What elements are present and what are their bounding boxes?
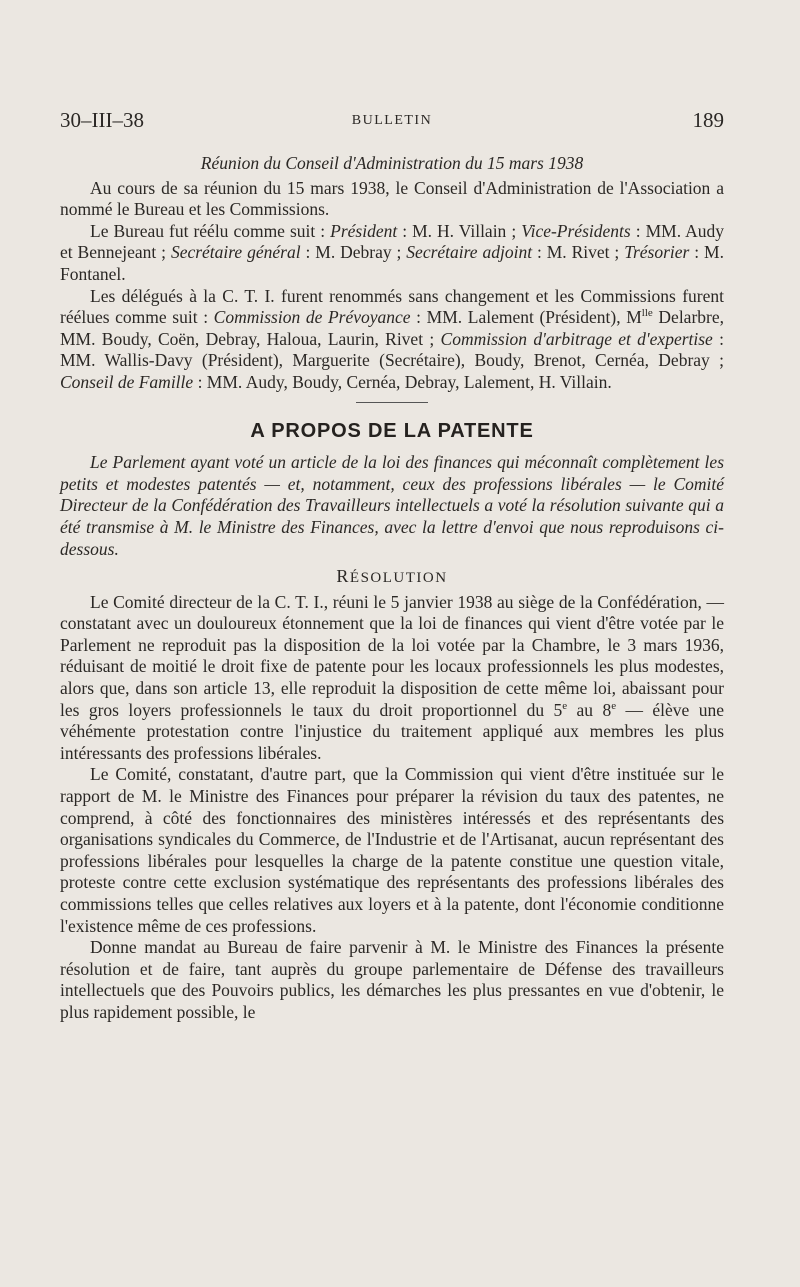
- superscript: lle: [641, 307, 653, 320]
- commission-arbitrage: Commission d'arbitrage et d'expertise: [440, 328, 713, 349]
- resolution-paragraph-1: [60, 592, 724, 765]
- role-secretary-general: Secrétaire général: [170, 242, 301, 263]
- text-run: : M. Rivet ;: [532, 242, 625, 263]
- conseil-de-famille: Conseil de Famille: [60, 371, 194, 392]
- section-divider: [356, 402, 428, 403]
- intro-paragraph: Le Parlement ayant voté un article de la loi des finances qui méconnaît complètement les petits et modestes patentés — et, notamment, ceux des professions libérales — le Comité Directeur de la Confédération des Travailleurs intellectuels a voté la résolution suivante qui a été transmise à M. le Ministre des Finances, avec la lettre d'envoi que nous reproduisons ci-dessous.: [60, 452, 724, 559]
- meeting-paragraph-3: [60, 286, 724, 394]
- header-title: BULLETIN: [351, 113, 433, 128]
- text-run: Les délégués à la C. T. I. furent renommés sans changement et les Commissions furent réélues comme suit :: [60, 285, 724, 328]
- text-run: : MM. Audy, Boudy, Cernéa, Debray, Lalement, H. Villain.: [193, 371, 612, 392]
- superscript: e: [562, 699, 568, 712]
- text-run: Delarbre, MM. Boudy, Coën, Debray, Haloua, Laurin, Rivet ;: [60, 307, 724, 349]
- resolution-paragraph-3: Donne mandat au Bureau de faire parvenir à M. le Ministre des Finances la présente résolution et de faire, tant auprès du groupe parlementaire de Défense des travailleurs intellectuels que des Pouvoirs publics, les démarches les plus pressantes en vue d'obtenir, le plus rapidement possible, le: [60, 937, 724, 1022]
- text-run: : M. Fontanel.: [60, 242, 724, 284]
- commission-prevoyance: Commission de Prévoyance: [213, 307, 411, 328]
- meeting-paragraph-1: Au cours de sa réunion du 15 mars 1938, le Conseil d'Administration de l'Association a nommé le Bureau et les Commissions.: [60, 177, 724, 220]
- heading-rest: ÉSOLUTION: [349, 570, 448, 587]
- text-run: Le Bureau fut réélu comme suit :: [90, 220, 331, 241]
- meeting-paragraph-2: [60, 221, 724, 286]
- text-run: : MM. Wallis-Davy (Président), Marguerite (Secrétaire), Boudy, Brenot, Cernéa, Debray ;: [60, 328, 724, 371]
- header-date: 30–III–38: [60, 108, 144, 132]
- text-run: : MM. Lalement (Président), M: [410, 307, 642, 328]
- role-president: Président: [330, 220, 398, 241]
- text-run: au 8: [567, 699, 612, 720]
- meeting-title: Réunion du Conseil d'Administration du 15 mars 1938: [200, 153, 584, 173]
- role-treasurer: Trésorier: [624, 242, 690, 263]
- heading-initial: R: [336, 566, 350, 587]
- page-number: 189: [692, 108, 724, 132]
- text-run: : M. H. Villain ;: [397, 220, 522, 241]
- role-assistant-secretary: Secrétaire adjoint: [406, 242, 533, 263]
- text-run: : M. Debray ;: [300, 242, 407, 263]
- text-run: Le Comité directeur de la C. T. I., réuni le 5 janvier 1938 au siège de la Confédération, — constatant avec un douloureux étonnement que la loi de finances qui vient d'être votée par le Parlement ne reproduit pas la disposition de la loi votée par la Chambre, le 3 mars 1936, réduisant de moitié le droit fixe de patente pour les locaux professionnels les plus modestes, alors que, dans son article 13, elle reproduit la disposition de cette même loi, abaissant pour les gros loyers professionnels le taux du droit proportionnel du 5: [60, 591, 724, 720]
- resolution-heading: [60, 566, 724, 590]
- section-title: A PROPOS DE LA PATENTE: [250, 419, 534, 442]
- superscript: e: [611, 699, 617, 712]
- text-run: : MM. Audy et Bennejeant ;: [60, 220, 724, 263]
- text-run: — élève une véhémente protestation contre l'injustice du traitement appliqué aux membres les plus intéressants des professions libérales.: [60, 699, 724, 763]
- role-vice-presidents: Vice-Présidents: [521, 220, 631, 241]
- running-header: [60, 108, 724, 140]
- article-body: [60, 153, 724, 1024]
- resolution-paragraph-2: Le Comité, constatant, d'autre part, que la Commission qui vient d'être instituée sur le rapport de M. le Ministre des Finances pour préparer la révision du taux des patentes, ne comprend, à côté des fonctionnaires des ministères intéressés et des représentants des organisations syndicales du Commerce, de l'Industrie et de l'Artisanat, aucun représentant des professions libérales pour lesquelles la charge de la patente constitue une question vitale, proteste contre cette exclusion systématique des représentants des professions libérales des commissions telles que celles relatives aux loyers et à la patente, dont l'économie conditionne l'existence même de ces professions.: [60, 764, 724, 936]
